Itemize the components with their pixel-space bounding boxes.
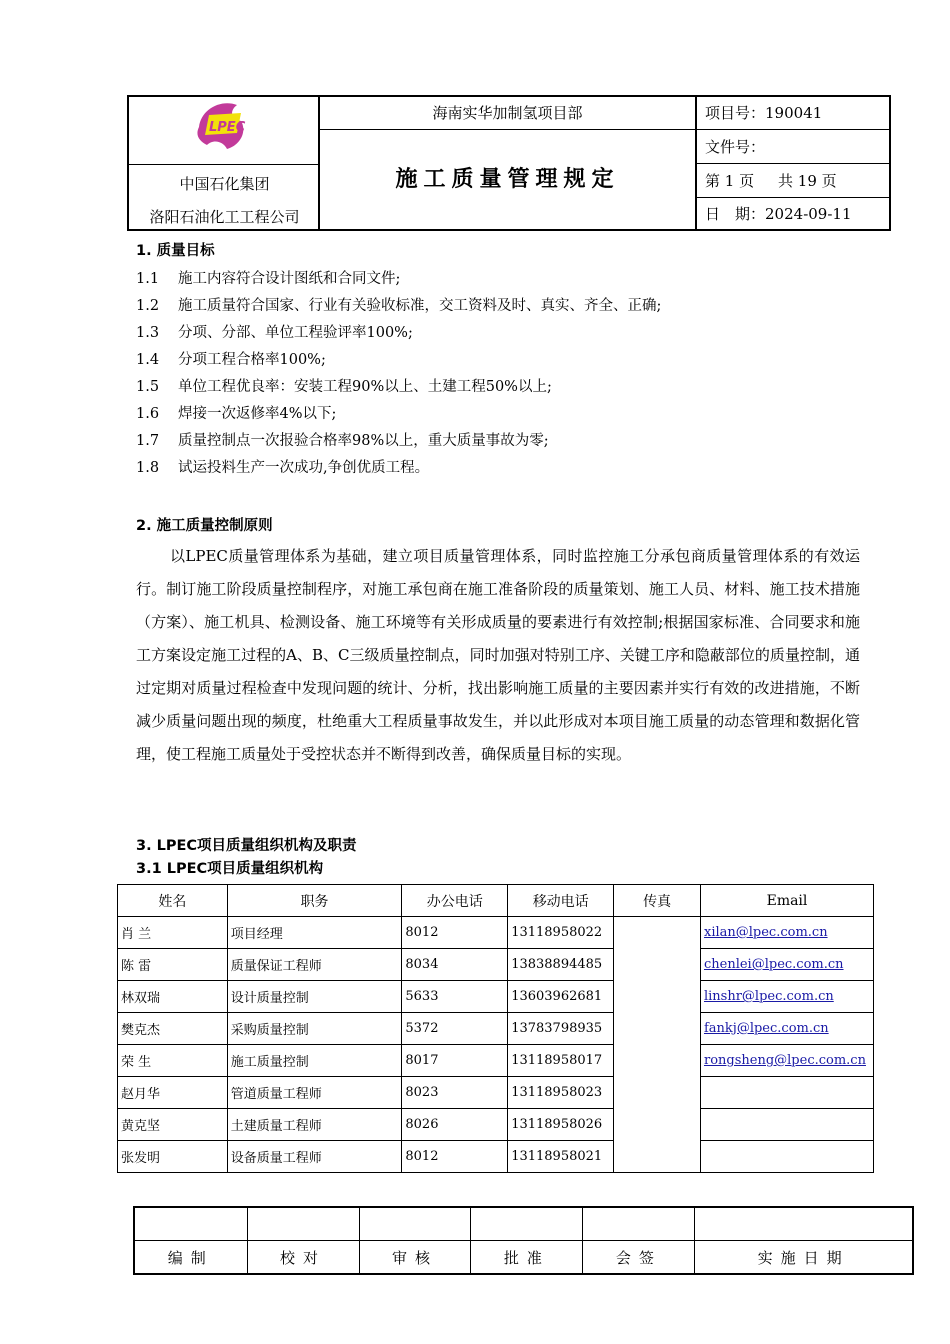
signature-cell[interactable] (583, 1207, 695, 1241)
project-number: 项目号：190041 (695, 97, 891, 130)
email-link[interactable]: fankj@lpec.com.cn (703, 1021, 829, 1036)
column-header: 职务 (227, 885, 402, 917)
email-link[interactable]: rongsheng@lpec.com.cn (703, 1053, 866, 1068)
list-item: 1.4 分项工程合格率100%; (136, 352, 326, 368)
fax-cell (614, 917, 701, 1173)
svg-text:LPEC: LPEC (209, 120, 246, 135)
section-1-title: 1. 质量目标 (136, 243, 215, 259)
column-header: 办公电话 (402, 885, 508, 917)
signoff-label: 批准 (471, 1241, 583, 1275)
company-group: 中国石化集团 (179, 175, 270, 193)
company-name (129, 164, 320, 232)
project-name: 海南实华加制氢项目部 (320, 97, 695, 130)
signoff-label: 会签 (583, 1241, 695, 1275)
document-date: 日 期：2024-09-11 (705, 205, 852, 223)
signoff-table (133, 1206, 914, 1275)
table-row: 黄克坚 土建质量工程师 8026 13118958026 (118, 1109, 874, 1141)
table-row: 张发明 设备质量工程师 8012 13118958021 (118, 1141, 874, 1173)
quality-organization-table (117, 884, 874, 1173)
document-header (127, 95, 891, 231)
list-item: 1.5 单位工程优良率：安装工程90%以上、土建工程50%以上; (136, 379, 552, 395)
list-item: 1.7 质量控制点一次报验合格率98%以上，重大质量事故为零; (136, 433, 549, 449)
email-link[interactable]: xilan@lpec.com.cn (703, 925, 828, 940)
table-row: 肖 兰 项目经理 8012 13118958022 xilan@lpec.com.cn (118, 917, 874, 949)
document-title: 施工质量管理规定 (395, 166, 620, 192)
section-3-title: 3. LPEC项目质量组织机构及职责 (136, 838, 357, 854)
signoff-label-row (134, 1241, 913, 1275)
section-2-paragraph: 以LPEC质量管理体系为基础，建立项目质量管理体系，同时监控施工分承包商质量管理体系的有效运行。制订施工阶段质量控制程序，对施工承包商在施工准备阶段的质量策划、施工人员、材料、施工技术措施（方案）、施工机具、检测设备、施工环境等有关形成质量的要素进行有效控制;根据国家标准、合同要求和施工方案设定施工过程的A、B、C三级质量控制点，同时加强对特别工序、关键工序和隐蔽部位的质量控制，通过定期对质量过程检查中发现问题的统计、分析，找出影响施工质量的主要因素并实行有效的改进措施，不断减少质量问题出现的频度，杜绝重大工程质量事故发生，并以此形成对本项目施工质量的动态管理和数据化管理，使工程施工质量处于受控状态并不断得到改善，确保质量目标的实现。 (136, 547, 860, 763)
signature-cell[interactable] (695, 1207, 913, 1241)
email-link[interactable]: linshr@lpec.com.cn (703, 989, 834, 1004)
column-header: 移动电话 (508, 885, 614, 917)
page-info: 第 1 页 共 19 页 (695, 165, 891, 198)
table-row: 赵月华 管道质量工程师 8023 13118958023 (118, 1077, 874, 1109)
table-row: 樊克杰 采购质量控制 5372 13783798935 fankj@lpec.com.cn (118, 1013, 874, 1045)
column-header: 传真 (614, 885, 701, 917)
table-row: 荣 生 施工质量控制 8017 13118958017 rongsheng@lpec.com.cn (118, 1045, 874, 1077)
table-header-row (118, 885, 874, 917)
list-item: 1.1 施工内容符合设计图纸和合同文件; (136, 271, 401, 287)
column-header: Email (700, 885, 873, 917)
signature-cell[interactable] (134, 1207, 247, 1241)
lpec-logo-icon (129, 97, 320, 164)
list-item: 1.8 试运投料生产一次成功,争创优质工程。 (136, 460, 430, 476)
section-3-1-title: 3.1 LPEC项目质量组织机构 (136, 861, 324, 877)
signoff-label: 审核 (359, 1241, 471, 1275)
list-item: 1.3 分项、分部、单位工程验评率100%; (136, 325, 413, 341)
signature-cell[interactable] (247, 1207, 359, 1241)
file-number: 文件号： (695, 131, 891, 164)
signature-cell[interactable] (471, 1207, 583, 1241)
signoff-label: 编制 (134, 1241, 247, 1275)
signoff-label: 校对 (247, 1241, 359, 1275)
table-row: 林双瑞 设计质量控制 5633 13603962681 linshr@lpec.com.cn (118, 981, 874, 1013)
list-item: 1.6 焊接一次返修率4%以下; (136, 406, 337, 422)
column-header: 姓名 (118, 885, 228, 917)
company-subsidiary: 洛阳石油化工工程公司 (149, 208, 300, 226)
signoff-label: 实施日期 (695, 1241, 913, 1275)
list-item: 1.2 施工质量符合国家、行业有关验收标准，交工资料及时、真实、齐全、正确; (136, 298, 662, 314)
company-logo (129, 97, 320, 164)
email-link[interactable]: chenlei@lpec.com.cn (703, 957, 844, 972)
signature-cell[interactable] (359, 1207, 471, 1241)
signoff-signature-row (134, 1207, 913, 1241)
table-row: 陈 雷 质量保证工程师 8034 13838894485 chenlei@lpec.com.cn (118, 949, 874, 981)
section-2-title: 2. 施工质量控制原则 (136, 518, 273, 534)
